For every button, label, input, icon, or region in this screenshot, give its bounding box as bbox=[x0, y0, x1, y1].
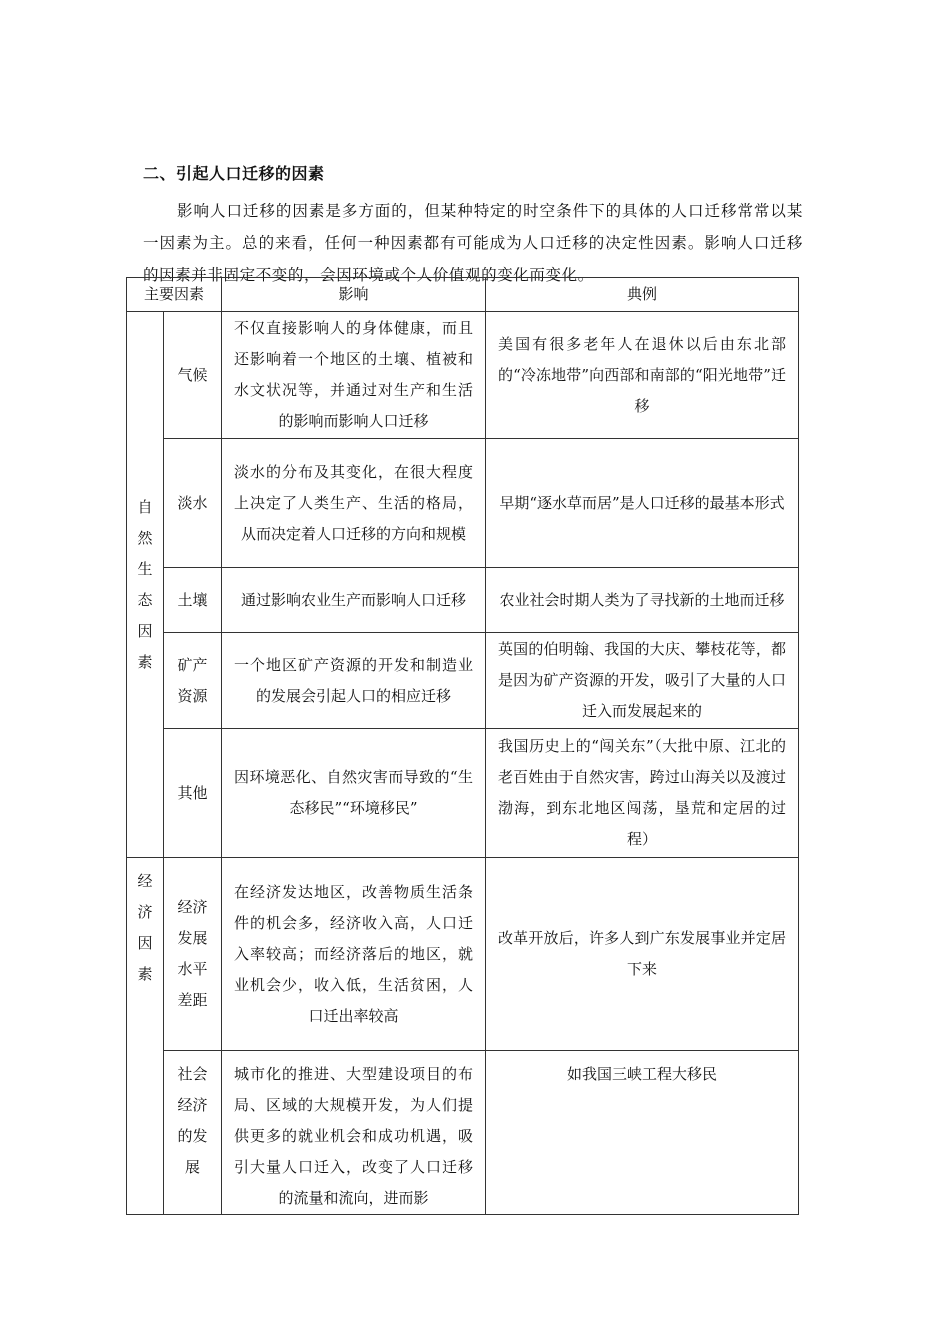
impact-cell bbox=[222, 439, 486, 568]
impact-minerals: 一个地区矿产资源的开发和制造业的发展会引起人口的相应迁移 bbox=[234, 655, 474, 705]
example-minerals: 英国的伯明翰、我国的大庆、攀枝花等，都是因为矿产资源的开发，吸引了大量的人口迁入而发展起来的 bbox=[498, 640, 787, 720]
example-cell bbox=[486, 858, 799, 1051]
table-row bbox=[127, 439, 799, 568]
intro-paragraph: 影响人口迁移的因素是多方面的，但某种特定的时空条件下的具体的人口迁移常常以某一因素为主。总的来看，任何一种因素都有可能成为人口迁移的决定性因素。影响人口迁移的因素并非固定不变的，会因环境或个人价值观的变化而变化。 bbox=[143, 202, 803, 284]
table-row bbox=[127, 568, 799, 633]
sub-factor-socioeconomic: 社会经济的发展 bbox=[177, 1065, 208, 1176]
example-freshwater: 早期“逐水草而居”是人口迁移的最基本形式 bbox=[499, 493, 785, 512]
sub-factor-cell bbox=[164, 729, 222, 858]
example-cell bbox=[486, 729, 799, 858]
example-soil: 农业社会时期人类为了寻找新的土地而迁移 bbox=[499, 590, 785, 609]
sub-factor-cell bbox=[164, 633, 222, 729]
sub-factor-cell bbox=[164, 439, 222, 568]
example-economic-gap: 改革开放后，许多人到广东发展事业并定居下来 bbox=[498, 929, 787, 978]
impact-cell bbox=[222, 1051, 486, 1215]
table-row bbox=[127, 312, 799, 439]
sub-factor-cell bbox=[164, 1051, 222, 1215]
table-row bbox=[127, 858, 799, 1051]
header-impact: 影响 bbox=[222, 278, 486, 312]
group-natural-cell bbox=[127, 312, 164, 858]
example-cell bbox=[486, 1051, 799, 1215]
group-economic-cell bbox=[127, 858, 164, 1215]
example-climate: 美国有很多老年人在退休以后由东北部的“冷冻地带”向西部和南部的“阳光地带”迁移 bbox=[498, 334, 787, 415]
example-cell bbox=[486, 439, 799, 568]
impact-cell bbox=[222, 568, 486, 633]
impact-cell bbox=[222, 312, 486, 439]
section-heading: 二、引起人口迁移的因素 bbox=[143, 164, 325, 183]
sub-factor-soil: 土壤 bbox=[177, 590, 208, 609]
impact-cell bbox=[222, 858, 486, 1051]
example-cell bbox=[486, 568, 799, 633]
example-other: 我国历史上的“闯关东”（大批中原、江北的老百姓由于自然灾害，跨过山海关以及渡过渤海，到东北地区闯荡，垦荒和定居的过程） bbox=[498, 737, 787, 848]
sub-factor-other: 其他 bbox=[177, 783, 208, 802]
impact-socioeconomic: 城市化的推进、大型建设项目的布局、区域的大规模开发，为人们提供更多的就业机会和成功机遇，吸引大量人口迁入，改变了人口迁移的流量和流向，进而影 bbox=[234, 1065, 474, 1207]
impact-soil: 通过影响农业生产而影响人口迁移 bbox=[241, 590, 467, 609]
table-row bbox=[127, 1051, 799, 1215]
sub-factor-freshwater: 淡水 bbox=[177, 493, 208, 512]
impact-other: 因环境恶化、自然灾害而导致的“生态移民”“环境移民” bbox=[234, 768, 474, 817]
sub-factor-cell bbox=[164, 568, 222, 633]
sub-factor-cell bbox=[164, 858, 222, 1051]
impact-cell bbox=[222, 729, 486, 858]
example-socioeconomic: 如我国三峡工程大移民 bbox=[567, 1065, 718, 1083]
table-row bbox=[127, 729, 799, 858]
impact-economic-gap: 在经济发达地区，改善物质生活条件的机会多，经济收入高，人口迁入率较高；而经济落后的地区，就业机会少，收入低，生活贫困，人口迁出率较高 bbox=[234, 882, 474, 1025]
sub-factor-cell bbox=[164, 312, 222, 439]
example-cell bbox=[486, 312, 799, 439]
migration-factors-table bbox=[126, 277, 799, 1215]
sub-factor-minerals: 矿产资源 bbox=[177, 655, 208, 705]
sub-factor-economic-gap: 经济发展水平差距 bbox=[177, 898, 208, 1009]
group-economic-label: 经济因素 bbox=[137, 872, 153, 983]
table-row bbox=[127, 633, 799, 729]
example-cell bbox=[486, 633, 799, 729]
group-natural-label: 自然生态因素 bbox=[137, 497, 153, 671]
header-factor: 主要因素 bbox=[127, 278, 222, 312]
header-example: 典例 bbox=[486, 278, 799, 312]
impact-freshwater: 淡水的分布及其变化，在很大程度上决定了人类生产、生活的格局，从而决定着人口迁移的方向和规模 bbox=[234, 462, 474, 543]
table-header-row bbox=[127, 278, 799, 312]
impact-climate: 不仅直接影响人的身体健康，而且还影响着一个地区的土壤、植被和水文状况等，并通过对生产和生活的影响而影响人口迁移 bbox=[234, 319, 474, 430]
impact-cell bbox=[222, 633, 486, 729]
sub-factor-climate: 气候 bbox=[177, 365, 208, 384]
